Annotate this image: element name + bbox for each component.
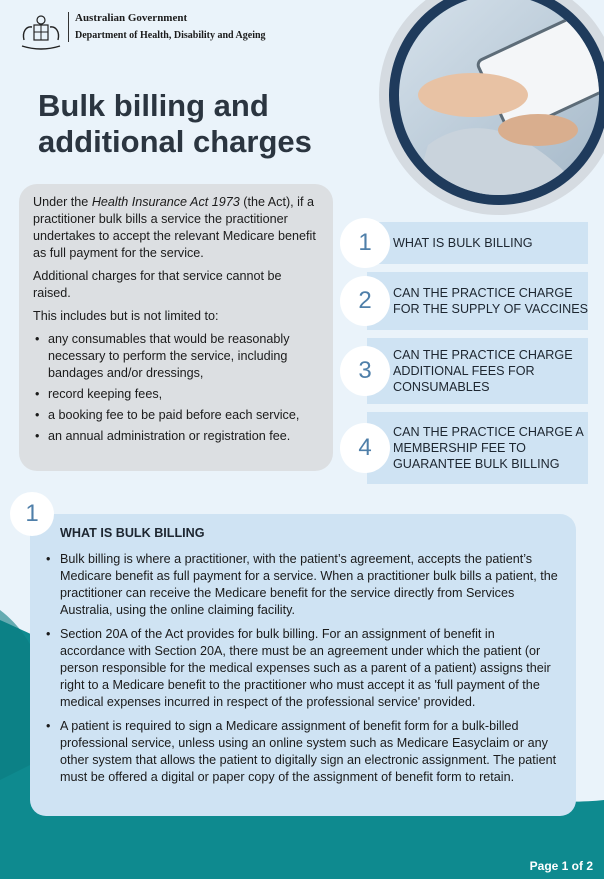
toc-label: CAN THE PRACTICE CHARGE A MEMBERSHIP FEE TO GUARANTEE BULK BILLING	[393, 425, 584, 471]
intro-text: (the Act), if a practitioner bulk bills a service the practitioner undertakes to accept the relevant Medicare benefit as full payment for the service.	[33, 195, 316, 260]
intro-box	[19, 184, 333, 471]
toc-number: 2	[340, 276, 390, 326]
intro-bullet-list	[33, 331, 319, 445]
list-item: • Section 20A of the Act provides for bulk billing. For an assignment of benefit in accordance with Section 20A, there must be an agreement under which the patient (or person responsible for the medical expenses such as a parent of a patient) assigns their right to a Medicare benefit to the practitioner who must accept it as 'full payment of the medical expenses incurred in respect of the professional service' provided.	[44, 626, 562, 711]
intro-paragraph-2: Additional charges for that service cannot be raised.	[33, 269, 282, 300]
toc-label: CAN THE PRACTICE CHARGE ADDITIONAL FEES FOR CONSUMABLES	[393, 348, 573, 394]
toc-number: 3	[340, 346, 390, 396]
toc-item-3[interactable]	[358, 338, 588, 404]
gov-wordmark	[68, 12, 266, 42]
page-title: Bulk billing and additional charges	[38, 88, 312, 159]
page-number: Page 1 of 2	[529, 859, 593, 873]
toc-label: CAN THE PRACTICE CHARGE FOR THE SUPPLY OF VACCINES	[393, 286, 589, 316]
list-item: • an annual administration or registration fee.	[33, 428, 319, 445]
list-item: • record keeping fees,	[33, 386, 319, 403]
gov-line: Australian Government	[75, 12, 188, 24]
intro-text: Under the	[33, 195, 92, 209]
toc-number: 1	[340, 218, 390, 268]
department-line: Department of Health, Disability and Ageing	[75, 30, 266, 41]
toc-label: WHAT IS BULK BILLING	[393, 236, 533, 250]
act-name: Health Insurance Act 1973	[91, 195, 240, 209]
gov-header	[18, 12, 266, 52]
list-item: • any consumables that would be reasonably necessary to perform the service, including bandages and/or dressings,	[33, 331, 319, 382]
list-item: • a booking fee to be paid before each service,	[33, 407, 319, 424]
intro-paragraph-1	[33, 194, 319, 262]
list-item: • A patient is required to sign a Medicare assignment of benefit form for a bulk-billed professional service, unless using an online system such as Medicare Easyclaim or any other system that allows the patient to digitally sign an electronic assignment. The patient must be offered a digital or paper copy of the assignment of benefit form to retain.	[44, 718, 562, 786]
section-heading: WHAT IS BULK BILLING	[60, 526, 205, 540]
toc-item-4[interactable]	[358, 412, 588, 484]
coat-of-arms-icon	[18, 12, 64, 52]
toc-item-2[interactable]	[358, 272, 589, 330]
section-number: 1	[10, 492, 54, 536]
section-bullet-list	[44, 551, 562, 786]
toc-item-1[interactable]	[358, 222, 588, 264]
intro-paragraph-3: This includes but is not limited to:	[33, 309, 219, 323]
section-1-panel	[30, 514, 576, 816]
toc-number: 4	[340, 423, 390, 473]
tablet-photo	[368, 0, 604, 215]
list-item: • Bulk billing is where a practitioner, with the patient’s agreement, accepts the patient’s Medicare benefit as full payment for a service. When a practitioner bulk bills a patient, the practitioner can receive the Medicare benefit for the service directly from Services Australia, using the online claiming facility.	[44, 551, 562, 619]
